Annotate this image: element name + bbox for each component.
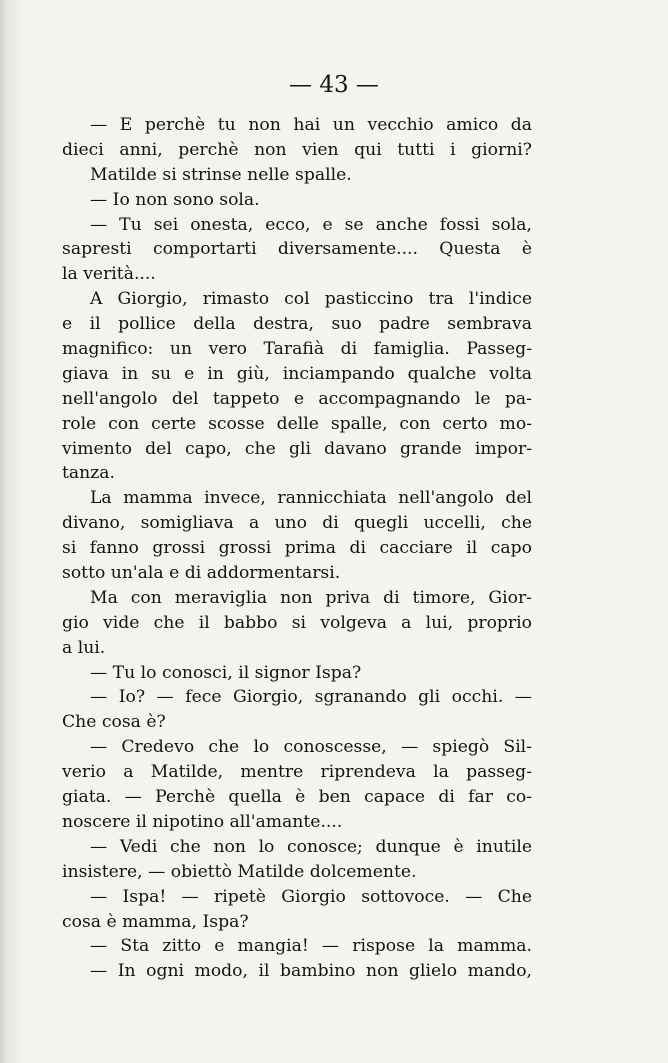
text-line: a lui. xyxy=(62,637,106,658)
text-line: la verità.... xyxy=(62,264,156,285)
text-line: — Io non sono sola. xyxy=(90,189,260,210)
text-line: e il pollice della destra, suo padre sembrava xyxy=(62,314,532,335)
text-line: — Tu sei onesta, ecco, e se anche fossi sola, xyxy=(90,214,532,235)
text-line: role con certe scosse delle spalle, con certo mo- xyxy=(62,413,532,434)
text-line: Matilde si strinse nelle spalle. xyxy=(90,164,352,185)
text-line: — In ogni modo, il bambino non glielo mando, xyxy=(90,961,532,982)
text-line: sapresti comportarti diversamente.... Questa è xyxy=(62,239,532,260)
text-line: si fanno grossi grossi prima di cacciare il capo xyxy=(62,538,532,559)
text-line: Che cosa è? xyxy=(62,712,166,733)
text-line: Ma con meraviglia non priva di timore, Gior- xyxy=(90,587,532,608)
text-line: — E perchè tu non hai un vecchio amico da xyxy=(90,115,532,135)
body-text xyxy=(62,113,532,984)
text-line: tanza. xyxy=(62,463,115,484)
text-line: noscere il nipotino all'amante.... xyxy=(62,811,343,832)
text-line: magnifico: un vero Tarafià di famiglia. Passeg- xyxy=(62,339,532,360)
text-line: La mamma invece, rannicchiata nell'angolo del xyxy=(90,488,532,509)
text-line: — Sta zitto e mangia! — rispose la mamma. xyxy=(90,936,532,957)
text-line: A Giorgio, rimasto col pasticcino tra l'indice xyxy=(90,289,532,310)
text-line: — Io? — fece Giorgio, sgranando gli occhi. — xyxy=(90,687,532,708)
text-line: divano, somigliava a uno di quegli uccelli, che xyxy=(62,513,532,534)
text-line: — Ispa! — ripetè Giorgio sottovoce. — Che xyxy=(90,886,532,907)
text-line: cosa è mamma, Ispa? xyxy=(62,911,249,932)
text-line: sotto un'ala e di addormentarsi. xyxy=(62,563,341,584)
page-number: — 43 — xyxy=(289,72,379,98)
text-line: dieci anni, perchè non vien qui tutti i giorni? xyxy=(62,139,532,160)
text-line: giava in su e in giù, inciampando qualche volta xyxy=(62,363,532,384)
text-line: gio vide che il babbo si volgeva a lui, proprio xyxy=(62,612,532,633)
text-line: verio a Matilde, mentre riprendeva la passeg- xyxy=(62,762,532,783)
text-line: insistere, — obiettò Matilde dolcemente. xyxy=(62,861,417,882)
text-line: — Vedi che non lo conosce; dunque è inutile xyxy=(90,836,532,857)
text-line: — Tu lo conosci, il signor Ispa? xyxy=(90,662,362,683)
text-line: vimento del capo, che gli davano grande impor- xyxy=(62,438,532,459)
text-line: — Credevo che lo conoscesse, — spiegò Sil- xyxy=(90,737,532,758)
text-line: giata. — Perchè quella è ben capace di far co- xyxy=(62,787,532,808)
text-line: nell'angolo del tappeto e accompagnando le pa- xyxy=(62,388,532,409)
